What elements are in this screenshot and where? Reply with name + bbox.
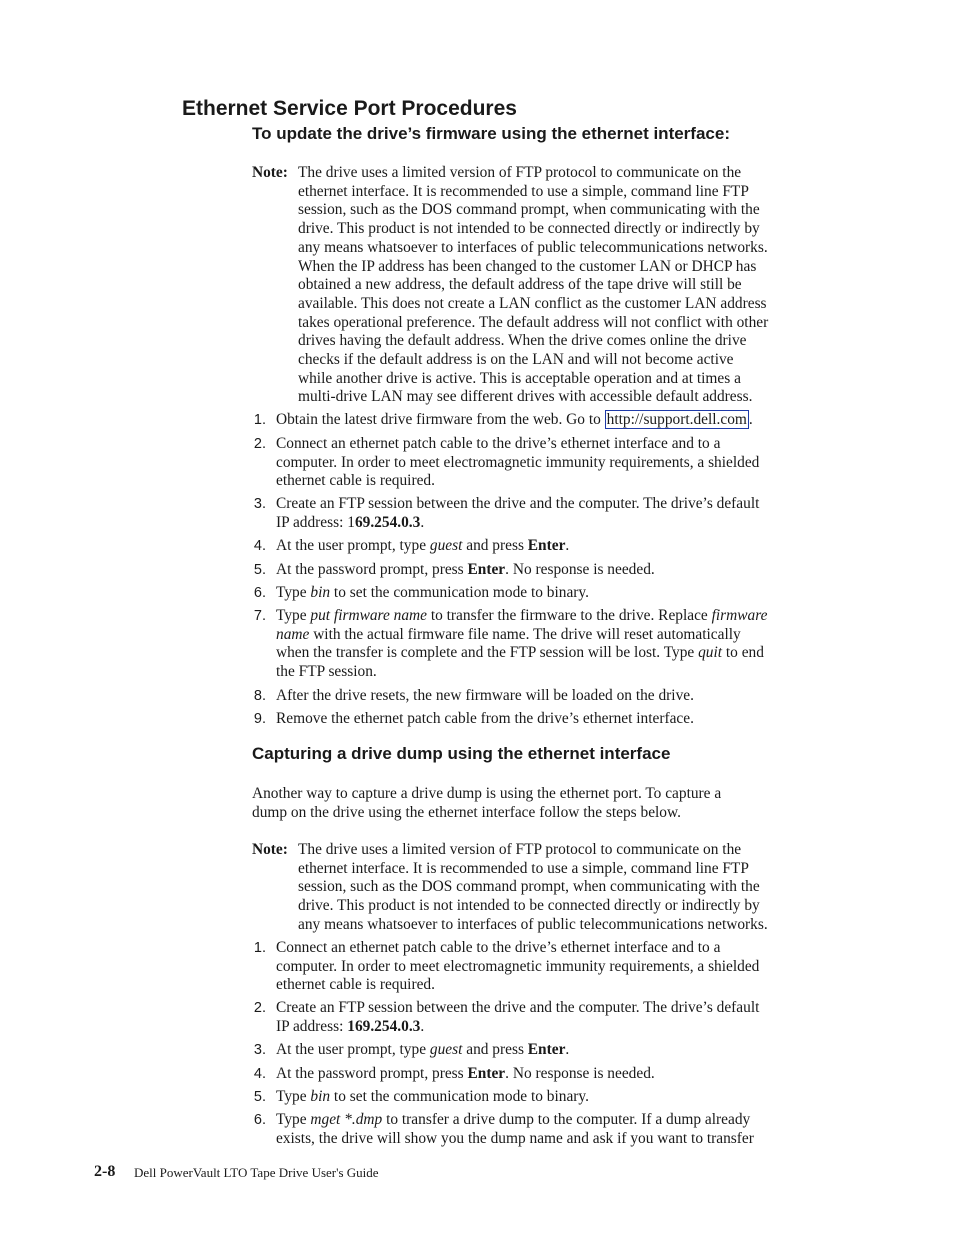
key-name: Enter [527,537,566,554]
step-text: and press [462,1041,528,1058]
step-line: Create an FTP session between the drive and the computer. The drive’s default [276,495,760,512]
step-text: to set the communication mode to binary. [330,1088,589,1105]
note-line: drives having the default address. When the drive comes online the drive [298,332,747,350]
step-text: when the transfer is complete and the FTP session will be lost. Type [276,644,699,662]
firmware-step-5 [276,561,841,580]
step-number: 5. [253,1089,266,1105]
step-line: Connect an ethernet patch cable to the drive’s ethernet interface and to a [276,939,721,956]
note-line: session, such as the DOS command prompt, when communicating with the [298,878,760,896]
step-line: ethernet cable is required. [276,976,435,994]
step-text: At the user prompt, type [276,537,430,554]
step-text: . No response is needed. [505,561,655,578]
command-text: name [276,625,310,643]
step-number: 6. [253,1112,266,1128]
note-line: When the IP address has been changed to the customer LAN or DHCP has [298,257,757,275]
step-text: Type [276,1111,311,1128]
step-number: 5. [253,562,266,578]
step-line: Connect an ethernet patch cable to the drive’s ethernet interface and to a [276,435,721,452]
firmware-step-4 [276,537,841,556]
intro-line: dump on the drive using the ethernet interface follow the steps below. [252,803,681,821]
step-text: At the password prompt, press [276,1065,468,1082]
command-text: put firmware name [310,607,427,624]
note-line: ethernet interface. It is recommended to use a simple, command line FTP [298,182,749,200]
step-text: Obtain the latest drive firmware from the web. Go to [276,411,605,428]
dump-step-1 [276,939,841,995]
step-text: At the user prompt, type [276,1041,430,1058]
dump-step-2 [276,999,841,1036]
command-text: bin [310,1088,331,1105]
command-text: mget *.dmp [310,1111,383,1128]
command-text: guest [429,537,463,554]
step-text: . No response is needed. [505,1065,655,1082]
firmware-step-8 [276,687,841,706]
support-link[interactable]: http://support.dell.com [606,411,747,428]
dump-step-3 [276,1041,841,1060]
step-number: 1. [253,412,266,428]
step-number: 3. [253,496,266,512]
step-text: to transfer the firmware to the drive. Replace [426,607,712,624]
step-text: At the password prompt, press [276,561,468,578]
step-line: computer. In order to meet electromagnetic immunity requirements, a shielded [276,957,760,975]
step-number: 3. [253,1042,266,1058]
firmware-step-6 [276,584,841,603]
note-label: Note: [252,164,288,181]
step-number: 2. [253,436,266,452]
note-line: any means whatsoever to interfaces of public telecommunications networks. [298,915,768,933]
step-line: Create an FTP session between the drive and the computer. The drive’s default [276,999,760,1016]
step-line: computer. In order to meet electromagnetic immunity requirements, a shielded [276,453,760,471]
dump-intro [252,785,812,822]
page-number: 2-8 [94,1163,116,1180]
step-text: IP address: [276,1017,348,1035]
dump-step-4 [276,1065,841,1084]
step-text: Type [276,607,311,624]
dump-heading: Capturing a drive dump using the ethernet interface [252,744,671,763]
firmware-note [298,164,838,407]
step-line: After the drive resets, the new firmware will be loaded on the drive. [276,687,694,704]
command-text: firmware [711,607,768,624]
note-line: session, such as the DOS command prompt, when communicating with the [298,201,760,219]
firmware-step-1 [276,411,841,430]
punctuation: . [565,537,570,554]
note-line: takes operational preference. The default address will not conflict with other [298,313,769,331]
note-line: multi-drive LAN may see different drives with accessible default address. [298,388,753,406]
punctuation: . [420,1017,425,1035]
firmware-step-2 [276,435,841,491]
note-line: drive. This product is not intended to be connected directly or indirectly by [298,220,760,238]
step-text: with the actual firmware file name. The drive will reset automatically [309,625,741,643]
ip-address: 169.254.0.3 [347,1017,421,1035]
note-line: drive. This product is not intended to be connected directly or indirectly by [298,897,760,915]
step-number: 9. [253,711,266,727]
note-line: obtained a new address, the default address of the tape drive will still be [298,276,742,294]
step-text: IP address: 1 [276,513,355,531]
step-text: and press [462,537,528,554]
note-line: available. This does not create a LAN conflict as the customer LAN address [298,294,767,312]
note-label: Note: [252,841,288,858]
step-line: ethernet cable is required. [276,472,435,490]
step-line: the FTP session. [276,663,377,681]
step-number: 2. [253,1000,266,1016]
intro-line: Another way to capture a drive dump is using the ethernet port. To capture a [252,785,722,802]
dump-step-5 [276,1088,841,1107]
step-number: 4. [253,538,266,554]
step-number: 7. [253,608,266,624]
ip-address: 69.254.0.3 [354,513,421,531]
firmware-step-7 [276,607,841,682]
firmware-step-3 [276,495,841,532]
punctuation: . [420,513,425,531]
dump-step-6 [276,1111,841,1148]
step-text: Type [276,584,311,601]
punctuation: . [748,411,753,428]
dump-note [298,841,838,935]
step-text: to transfer a drive dump to the computer. If a dump already [382,1111,751,1128]
punctuation: . [565,1041,570,1058]
key-name: Enter [467,561,506,578]
step-line: Remove the ethernet patch cable from the drive’s ethernet interface. [276,710,694,727]
note-line: any means whatsoever to interfaces of public telecommunications networks. [298,238,768,256]
section-title: Ethernet Service Port Procedures [182,97,517,120]
command-text: quit [698,644,723,662]
key-name: Enter [467,1065,506,1082]
step-number: 4. [253,1066,266,1082]
note-line: checks if the default address is on the LAN and will not become active [298,351,734,369]
note-line: The drive uses a limited version of FTP protocol to communicate on the [298,841,742,858]
note-line: ethernet interface. It is recommended to use a simple, command line FTP [298,859,749,877]
firmware-heading: To update the drive’s firmware using the ethernet interface: [252,124,730,143]
step-text: to set the communication mode to binary. [330,584,589,601]
step-number: 6. [253,585,266,601]
key-name: Enter [527,1041,566,1058]
note-line: The drive uses a limited version of FTP protocol to communicate on the [298,164,742,181]
note-line: while another drive is active. This is acceptable operation and at times a [298,369,741,387]
step-number: 8. [253,688,266,704]
command-text: guest [429,1041,463,1058]
step-text: to end [722,644,764,662]
footer-doc-title: Dell PowerVault LTO Tape Drive User's Guide [134,1165,379,1180]
firmware-step-9 [276,710,841,729]
step-line: exists, the drive will show you the dump name and ask if you want to transfer [276,1129,754,1147]
step-text: Type [276,1088,311,1105]
step-number: 1. [253,940,266,956]
command-text: bin [310,584,331,601]
